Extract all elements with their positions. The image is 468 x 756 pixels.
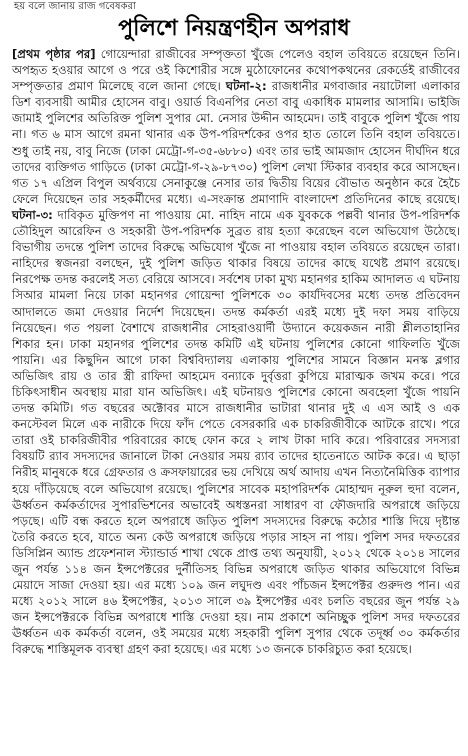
paragraph-text: গোয়েন্দারা রাজীবের সম্পৃক্ততা খুঁজে পেলেও বহাল তবিয়তে রয়েছেন তিনি। অপহৃত হওয়ার আগে ও পরে ওই কিশোরীর সঙ্গে মুঠোফোনের কথোপকথনের রেকর্ডেই রাজীবের সম্পৃক্ততার প্রমাণ মিলেছে বলে জানা গেছে। <box>12 47 460 94</box>
paragraph-text: দাবিকৃত মুক্তিপণ না পাওয়ায় মো. নাহিদ নামে এক যুবককে পল্লবী থানার উপ-পরিদর্শক তৌহিদুল আরেফিন ও সহকারী উপ-পরিদর্শক সুব্রত রায় হত্যা করেছেন বলে অভিযোগ উঠেছে। বিভাগীয় তদন্তে পুলিশ তাদের বিরুদ্ধে অভিযোগ খুঁজে না পাওয়ায় বহাল তবিয়তে রয়েছেন তারা। নাহিদের স্বজনরা বলছেন, দুই পুলিশ জড়িত থাকার বিষয়ে তাদের কাছে যথেষ্ট প্রমাণ রয়েছে। নিরপেক্ষ তদন্ত করলেই সত্য বেরিয়ে আসবে। সর্বশেষ ঢাকা মুখ্য মহানগর হাকিম আদালত এ ঘটনায় সিআর মামলা নিয়ে ঢাকা মহানগর গোয়েন্দা পুলিশকে ৩০ কার্যদিবসের মধ্যে তদন্ত প্রতিবেদন আদালতে জমা দেওয়ার নির্দেশ দিয়েছেন। তদন্ত কর্মকর্তা এরই মধ্যে দুই দফা সময় বাড়িয়ে নিয়েছেন। গত পয়লা বৈশাখে রাজধানীর সোহরাওয়ার্দী উদ্যানে কয়েকজন নারী শ্লীলতাহানির শিকার হন। ঢাকা মহানগর পুলিশের তদন্ত কমিটি এই ঘটনায় পুলিশের কোনো গাফিলতি খুঁজে পায়নি। এর কিছুদিন আগে ঢাকা বিশ্ববিদ্যালয় এলাকায় পুলিশের সামনে বিজ্ঞান মনস্ক ব্লগার অভিজিৎ রায় ও তার স্ত্রী রাফিদা আহমেদ বন্যাকে দুর্বৃত্তরা কুপিয়ে মারাত্মক জখম করে। পরে চিকিৎসাধীন অবস্থায় মারা যান অভিজিৎ। এই ঘটনায়ও পুলিশের কোনো অবহেলা খুঁজে পায়নি তদন্ত কমিটি। গত বছরের অক্টোবর মাসে রাজধানীর ভাটারা থানার দুই এ এস আই ও এক কনস্টেবল মিলে এক নারীকে দিয়ে ফাঁদ পেতে বেসরকারি এক চাকরিজীবীকে আটকে রাখে। পরে তারা ওই চাকরিজীবীর পরিবারের কাছে ফোন করে ২ লাখ টাকা দাবি করে। পরিবারের সদস্যরা বিষয়টি র‍্যাব সদস্যদের জানালে টাকা নেওয়ার সময় র‍্যাব তাদের হাতেনাতে আটক করে। এ ছাড়া নিরীহ মানুষকে ধরে গ্রেফতার ও ক্রসফায়ারের ভয় দেখিয়ে অর্থ আদায় এখন নিত্যনৈমিত্তিক ব্যাপার হয়ে দাঁড়িয়েছে বলে অভিযোগ রয়েছে। পুলিশের সাবেক মহাপরিদর্শক মোহাম্মদ নূরুল হুদা বলেন, ঊর্ধ্বতন কর্মকর্তাদের সুপারভিশনের অভাবেই অধস্তনরা সাধারণ বা ফৌজদারি অপরাধে জড়িয়ে পড়ছে। এটি বন্ধ করতে হলে অপরাধে জড়িত পুলিশ সদস্যদের বিরুদ্ধে কঠোর শাস্তি দিয়ে দৃষ্টান্ত তৈরি করতে হবে, যাতে অন্য কেউ অপরাধে জড়িয়ে পড়ার সাহস না পায়। পুলিশ সদর দফতরের ডিসিপ্লিন অ্যান্ড প্রফেশনাল স্ট্যান্ডার্ড শাখা থেকে প্রাপ্ত তথ্য অনুযায়ী, ২০১২ থেকে ২০১৪ সালের জুন পর্যন্ত ১১৪ জন ইন্সপেক্টরের দুর্নীতিসহ বিভিন্ন অপরাধে জড়িত থাকার অভিযোগে বিভিন্ন মেয়াদে সাজা দেওয়া হয়। এর মধ্যে ১০৯ জন লঘুদণ্ড এবং পাঁচজন ইন্সপেক্টর গুরুদণ্ড পান। এর মধ্যে ২০১২ সালে ৪৬ ইন্সপেক্টর, ২০১৩ সালে ৩৯ ইন্সপেক্টর এবং চলতি বছরের জুন পর্যন্ত ২৯ জন ইন্সপেক্টরকে বিভিন্ন অপরাধে শাস্তি দেওয়া হয়। নাম প্রকাশে অনিচ্ছুক পুলিশ সদর দফতরের ঊর্ধ্বতন এক কর্মকর্তা বলেন, ওই সময়ের মধ্যে সহকারী পুলিশ সুপার থেকে তদূর্ধ্ব ৩০ কর্মকর্তার বিরুদ্ধে শাস্তিমূলক ব্যবস্থা গ্রহণ করা হয়েছে। এর মধ্যে ১৩ জনকে চাকরিচ্যুত করা হয়েছে। <box>12 207 461 657</box>
article-paragraph <box>12 46 460 658</box>
previous-article-fragment: হয় বলে জানায় রাজ গবেষকরা <box>14 1 136 12</box>
paragraph-text: রাজধানীর মগবাজার নয়াটোলা এলাকার ডিশ ব্যবসায়ী আমীর হোসেন বাবু। ওয়ার্ড বিএনপির নেতা বাবু একাধিক মামলার আসামি। ভাইজি জামাই পুলিশের অতিরিক্ত পুলিশ সুপার মো. নেসার উদ্দীন আহমেদ। তাই বাবুকে পুলিশ খুঁজে পায় না। গত ৬ মাস আগে রমনা থানার এক উপ-পরিদর্শকের ওপর হাত তোলে তিনি বহাল তবিয়তে। শুধু তাই নয়, বাবু নিজে (ঢাকা মেট্রো-গ-৩৫-৬৮৮০) এবং তার ভাই আমজাদ হোসেন দীর্ঘদিন ধরে তাদের ব্যক্তিগত গাড়িতে (ঢাকা মেট্রো-গ-২৯-৮৭৩০) পুলিশ লেখা স্টিকার ব্যবহার করে আসছেন। গত ১৭ এপ্রিল বিপুল অর্থব্যয়ে সেনাকুঞ্জে নেসার তার দ্বিতীয় বিয়ের বৌভাত অনুষ্ঠান করে হৈচৈ ফেলে দিয়েছেন তার সহকর্মীদের মধ্যে। এ-সংক্রান্ত প্রমাণাদি বাংলাদেশ প্রতিদিনের কাছে রয়েছে। <box>12 79 460 206</box>
incident-label: ঘটনা-৩: <box>12 207 53 222</box>
incident-label: ঘটনা-২: <box>225 79 267 94</box>
article-headline: পুলিশে নিয়ন্ত্রণহীন অপরাধ <box>118 16 350 41</box>
continuation-marker: [প্রথম পৃষ্ঠার পর] <box>12 47 96 61</box>
article-body <box>0 46 468 658</box>
